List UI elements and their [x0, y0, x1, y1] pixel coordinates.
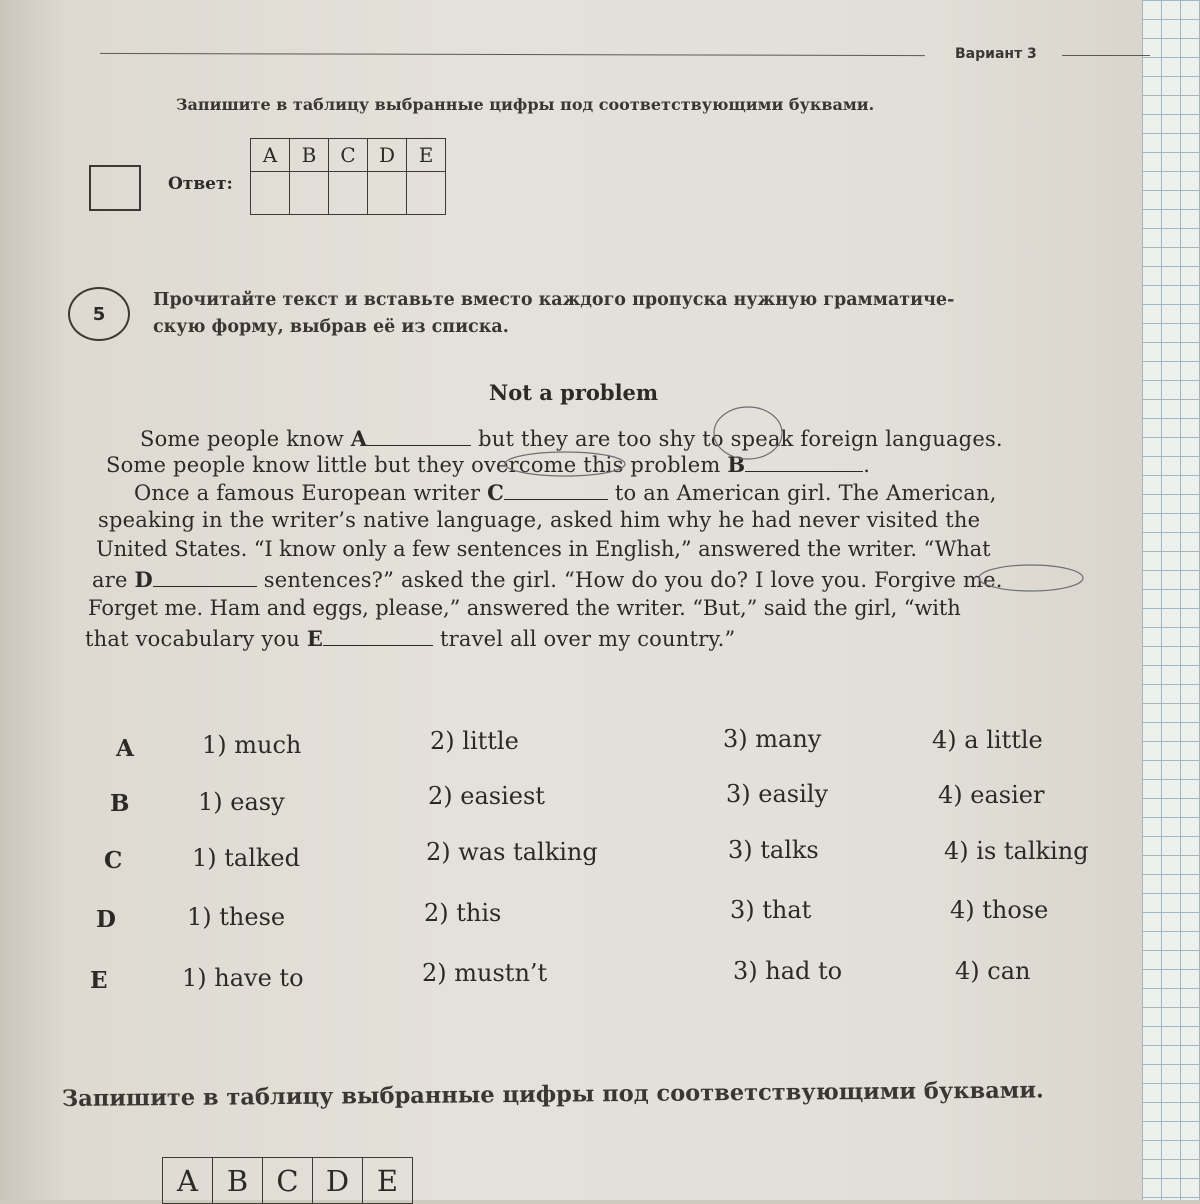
option-a-2[interactable]: 2) little — [430, 727, 519, 755]
option-d-4[interactable]: 4) those — [950, 896, 1049, 924]
task4-answer-instruction: Запишите в таблицу выбранные цифры под соответствующими буквами. — [176, 95, 875, 114]
option-c-3[interactable]: 3) talks — [728, 836, 819, 864]
answer-letter-e: E — [363, 1158, 413, 1204]
story-line-3: Once a famous European writer C to an American girl. The American, — [134, 480, 997, 505]
story-title: Not a problem — [489, 380, 659, 405]
answer-letter-c: C — [263, 1158, 313, 1204]
gap-c-label: C — [487, 480, 504, 505]
option-d-2[interactable]: 2) this — [424, 899, 502, 927]
answer-letter-b: B — [213, 1158, 263, 1204]
option-row-a-letter: A — [116, 735, 134, 762]
pencil-circle-shy — [714, 407, 782, 459]
option-b-1[interactable]: 1) easy — [198, 788, 285, 816]
option-d-3[interactable]: 3) that — [730, 896, 812, 924]
variant-label: Вариант 3 — [955, 46, 1037, 62]
option-c-2[interactable]: 2) was talking — [426, 838, 598, 866]
option-a-4[interactable]: 4) a little — [932, 726, 1043, 754]
option-row-b-letter: B — [110, 790, 130, 817]
option-e-1[interactable]: 1) have to — [182, 964, 304, 992]
option-e-4[interactable]: 4) can — [955, 957, 1031, 985]
answer-letter-e: E — [407, 139, 446, 172]
option-d-1[interactable]: 1) these — [187, 903, 286, 931]
option-row-d-letter: D — [96, 906, 116, 933]
story-line-1: Some people know A but they are too shy to speak foreign languages. — [140, 426, 1003, 451]
story-line-6: are D sentences?” asked the girl. “How do you do? I love you. Forgive me. — [92, 567, 1003, 592]
answer-letter-a: A — [251, 139, 290, 172]
option-b-2[interactable]: 2) easiest — [428, 782, 545, 810]
story-line-5: United States. “I know only a few sentences in English,” answered the writer. “What — [96, 537, 991, 561]
option-b-3[interactable]: 3) easily — [726, 780, 828, 808]
pencil-circle-forgive — [979, 565, 1083, 591]
answer-letter-d: D — [368, 139, 407, 172]
option-a-1[interactable]: 1) much — [202, 731, 302, 759]
answer-letter-b: B — [290, 139, 329, 172]
option-b-4[interactable]: 4) easier — [938, 781, 1045, 809]
story-line-2: Some people know little but they overcome this problem B . — [106, 452, 871, 477]
gap-b-label: B — [727, 452, 746, 477]
task5-answer-instruction: Запишите в таблицу выбранные цифры под соответствующими буквами. — [61, 1077, 1044, 1112]
answer-letter-c: C — [329, 139, 368, 172]
task5-instruction-line1: Прочитайте текст и вставьте вместо каждого пропуска нужную грамматиче- — [153, 290, 955, 310]
pencil-circle-overcome — [505, 452, 625, 476]
answer-letter-d: D — [313, 1158, 363, 1204]
option-e-3[interactable]: 3) had to — [733, 957, 843, 985]
story-line-7: Forget me. Ham and eggs, please,” answered the writer. “But,” said the girl, “with — [88, 596, 961, 620]
story-line-8: that vocabulary you E travel all over my country.” — [85, 626, 736, 651]
option-row-c-letter: C — [104, 847, 123, 874]
gap-d-label: D — [134, 567, 153, 592]
gap-a-label: A — [350, 426, 368, 451]
answer-label: Ответ: — [168, 174, 233, 194]
answer-letter-a: A — [163, 1158, 213, 1204]
story-line-4: speaking in the writer’s native language, asked him why he had never visited the — [98, 508, 981, 532]
task5-instruction-line2: скую форму, выбрав её из списка. — [153, 317, 509, 337]
option-a-3[interactable]: 3) many — [723, 725, 822, 753]
gap-e-label: E — [306, 626, 324, 651]
option-e-2[interactable]: 2) mustn’t — [422, 959, 548, 987]
grid-paper-notebook — [1142, 0, 1200, 1200]
option-c-1[interactable]: 1) talked — [192, 844, 300, 872]
option-c-4[interactable]: 4) is talking — [944, 837, 1089, 865]
task-number-badge: 5 — [68, 287, 130, 341]
option-row-e-letter: E — [90, 967, 108, 994]
